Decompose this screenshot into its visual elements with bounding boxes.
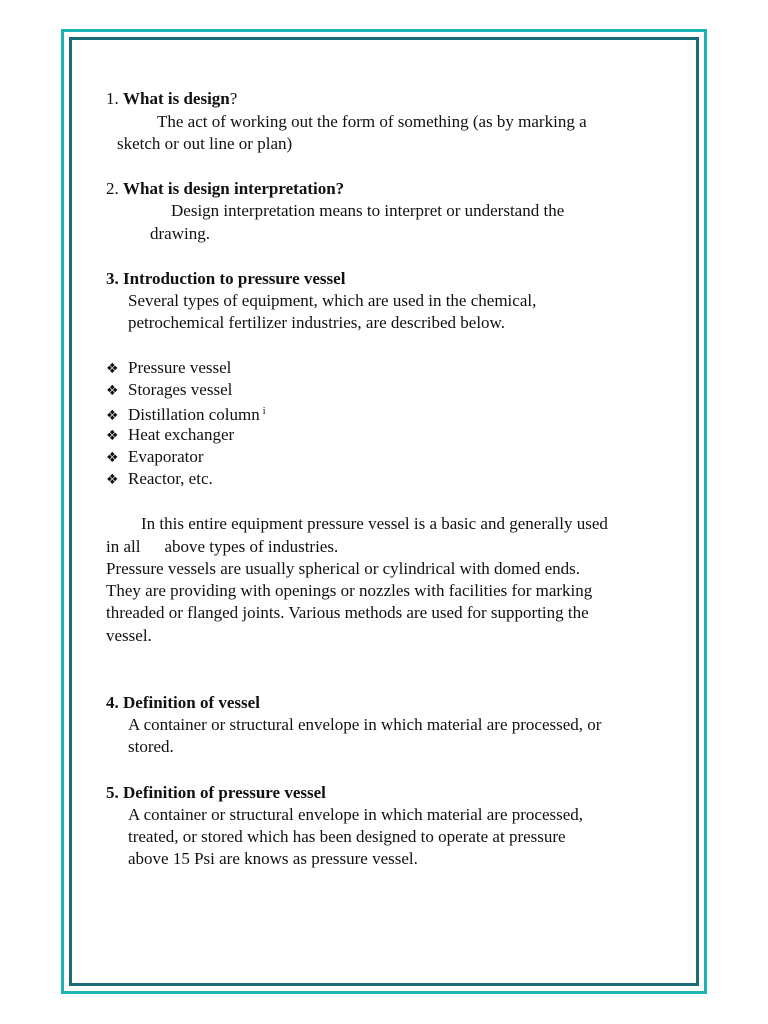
section-1-body-line: The act of working out the form of something (as by marking a	[157, 112, 587, 131]
section-5-body-line: A container or structural envelope in which material are processed,	[128, 805, 584, 824]
section-2-title: What is design interpretation?	[123, 179, 345, 198]
bullet-diamond-icon: ❖	[106, 450, 119, 466]
section-2-heading	[106, 178, 344, 201]
section-3-title: Introduction to pressure vessel	[123, 269, 346, 288]
section-3-body-line: Several types of equipment, which are used in the chemical,	[128, 291, 537, 310]
section-4-body-line: A container or structural envelope in which material are processed, or	[128, 715, 602, 734]
section-1-body-line: sketch or out line or plan)	[117, 134, 293, 153]
section-1-title-suffix: ?	[229, 89, 238, 108]
paragraph-line: in all above types of industries.	[106, 537, 339, 556]
section-4-heading	[106, 692, 260, 715]
paragraph-line: They are providing with openings or nozzles with facilities for marking	[106, 581, 593, 600]
section-4-number: 4.	[106, 693, 119, 712]
equipment-list-item: ❖ Heat exchanger	[106, 424, 234, 448]
bullet-diamond-icon: ❖	[106, 361, 119, 377]
bullet-diamond-icon: ❖	[106, 472, 119, 488]
equipment-list-item: ❖ Reactor, etc.	[106, 468, 213, 492]
section-5-heading	[106, 782, 326, 805]
bullet-diamond-icon: ❖	[106, 408, 119, 424]
equipment-list-item: ❖ Pressure vessel	[106, 357, 231, 381]
section-5-body-line: above 15 Psi are knows as pressure vessel.	[128, 849, 418, 868]
section-3-number: 3.	[106, 269, 119, 288]
section-2-body-line: drawing.	[150, 224, 210, 243]
section-1-number: 1.	[106, 89, 119, 108]
section-5-title: Definition of pressure vessel	[123, 783, 326, 802]
bullet-diamond-icon: ❖	[106, 428, 119, 444]
section-2-number: 2.	[106, 179, 119, 198]
equipment-list-item: ❖ Distillation column $^i$	[106, 401, 266, 428]
section-3-body-line: petrochemical fertilizer industries, are described below.	[128, 313, 505, 332]
equipment-list-item: ❖ Storages vessel	[106, 379, 232, 403]
footnote-marker[interactable]: i	[262, 406, 266, 417]
section-1-title: What is design	[123, 89, 230, 108]
section-3-heading	[106, 268, 345, 291]
section-4-body-line: stored.	[128, 737, 174, 756]
section-2-body-line: Design interpretation means to interpret or understand the	[171, 201, 565, 220]
section-1-heading	[106, 88, 237, 111]
section-4-title: Definition of vessel	[123, 693, 260, 712]
equipment-list-item: ❖ Evaporator	[106, 446, 204, 470]
paragraph-line: In this entire equipment pressure vessel is a basic and generally used	[141, 514, 608, 533]
section-5-number: 5.	[106, 783, 119, 802]
paragraph-line: Pressure vessels are usually spherical or cylindrical with domed ends.	[106, 559, 580, 578]
paragraph-line: threaded or flanged joints. Various methods are used for supporting the	[106, 603, 589, 622]
bullet-diamond-icon: ❖	[106, 383, 119, 399]
paragraph-line: vessel.	[106, 626, 152, 645]
section-5-body-line: treated, or stored which has been designed to operate at pressure	[128, 827, 566, 846]
